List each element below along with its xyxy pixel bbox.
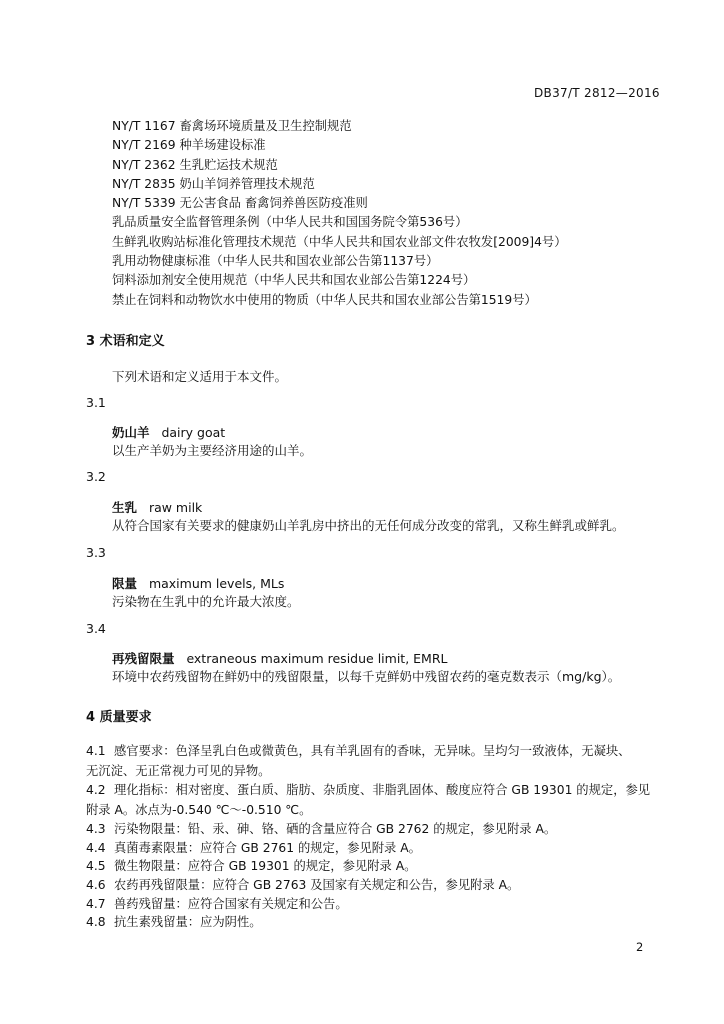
term-title <box>112 574 284 592</box>
reference-item: NY/T 1167 畜禽场环境质量及卫生控制规范 <box>112 119 352 133</box>
reference-item: 禁止在饲料和动物饮水中使用的物质（中华人民共和国农业部公告第1519号） <box>112 292 537 307</box>
requirement-item <box>86 913 661 933</box>
item-text: 感官要求：色泽呈乳白色或微黄色，具有羊乳固有的香味，无异味。呈均匀一致液体，无凝块、 <box>114 744 631 758</box>
item-text-continued: 无沉淀、无正常视力可见的异物。 <box>86 763 271 778</box>
normative-references-list <box>112 117 567 310</box>
term-chinese: 再残留限量 <box>112 651 175 666</box>
requirement-item <box>86 781 661 820</box>
term-definition: 污染物在生乳中的允许最大浓度。 <box>112 594 300 609</box>
item-number: 4.5 <box>86 859 106 873</box>
item-number: 4.2 <box>86 783 106 797</box>
term-number: 3.1 <box>86 395 106 410</box>
term-english: raw milk <box>148 500 203 515</box>
reference-item: 饲料添加剂安全使用规范（中华人民共和国农业部公告第1224号） <box>112 273 476 288</box>
item-text: 微生物限量：应符合 GB 19301 的规定，参见附录 A。 <box>114 859 417 873</box>
section-4-heading: 4 质量要求 <box>86 710 152 725</box>
reference-item: 乳用动物健康标准（中华人民共和国农业部公告第1137号） <box>112 254 439 269</box>
section-3-heading: 3 术语和定义 <box>86 334 165 349</box>
item-text: 兽药残留量：应符合国家有关规定和公告。 <box>114 897 348 911</box>
term-number: 3.2 <box>86 469 106 484</box>
reference-item: NY/T 2169 种羊场建设标准 <box>112 138 266 153</box>
item-text: 抗生素残留量：应为阴性。 <box>114 915 262 929</box>
term-title <box>112 423 225 441</box>
item-number: 4.1 <box>86 744 106 758</box>
standard-code: DB37/T 2812—2016 <box>534 86 660 100</box>
reference-item: 生鲜乳收购站标准化管理技术规范（中华人民共和国农业部文件农牧发[2009]4号） <box>112 234 567 249</box>
item-text: 理化指标：相对密度、蛋白质、脂肪、杂质度、非脂乳固体、酸度应符合 GB 19301 的规定，参见 <box>114 783 651 797</box>
page-number: 2 <box>636 940 644 954</box>
term-definition: 从符合国家有关要求的健康奶山羊乳房中挤出的无任何成分改变的常乳，又称生鲜乳或鲜乳。 <box>112 518 625 533</box>
requirement-item <box>86 895 661 915</box>
item-number: 4.7 <box>86 897 106 911</box>
reference-item: 乳品质量安全监督管理条例（中华人民共和国国务院令第536号） <box>112 215 468 230</box>
term-chinese: 奶山羊 <box>112 425 150 440</box>
reference-item: NY/T 2835 奶山羊饲养管理技术规范 <box>112 176 315 191</box>
requirement-item <box>86 820 661 840</box>
requirement-item <box>86 839 661 859</box>
requirement-item <box>86 857 661 877</box>
term-title <box>112 498 202 516</box>
section-3-intro: 下列术语和定义适用于本文件。 <box>112 369 288 384</box>
reference-item: NY/T 2362 生乳贮运技术规范 <box>112 157 278 172</box>
item-number: 4.6 <box>86 878 106 892</box>
item-text-continued: 附录 A。冰点为-0.540 ℃～-0.510 ℃。 <box>86 802 312 817</box>
item-number: 4.4 <box>86 841 106 855</box>
term-title <box>112 649 447 667</box>
term-chinese: 生乳 <box>112 500 138 515</box>
term-english: maximum levels, MLs <box>148 576 285 591</box>
requirement-item <box>86 742 661 781</box>
item-number: 4.3 <box>86 822 106 836</box>
requirement-item <box>86 876 661 896</box>
item-text: 真菌毒素限量：应符合 GB 2761 的规定，参见附录 A。 <box>114 841 421 855</box>
reference-item: NY/T 5339 无公害食品 畜禽饲养兽医防疫准则 <box>112 196 368 211</box>
term-number: 3.4 <box>86 621 106 636</box>
term-english: extraneous maximum residue limit, EMRL <box>186 651 448 666</box>
item-text: 农药再残留限量：应符合 GB 2763 及国家有关规定和公告，参见附录 A。 <box>114 878 520 892</box>
item-text: 污染物限量：铅、汞、砷、铬、硒的含量应符合 GB 2762 的规定，参见附录 A。 <box>114 822 557 836</box>
term-chinese: 限量 <box>112 576 138 591</box>
term-definition: 环境中农药残留物在鲜奶中的残留限量，以每千克鲜奶中残留农药的毫克数表示（mg/kg）。 <box>112 669 621 684</box>
item-number: 4.8 <box>86 915 106 929</box>
term-number: 3.3 <box>86 545 106 560</box>
term-english: dairy goat <box>161 425 226 440</box>
term-definition: 以生产羊奶为主要经济用途的山羊。 <box>112 443 313 458</box>
